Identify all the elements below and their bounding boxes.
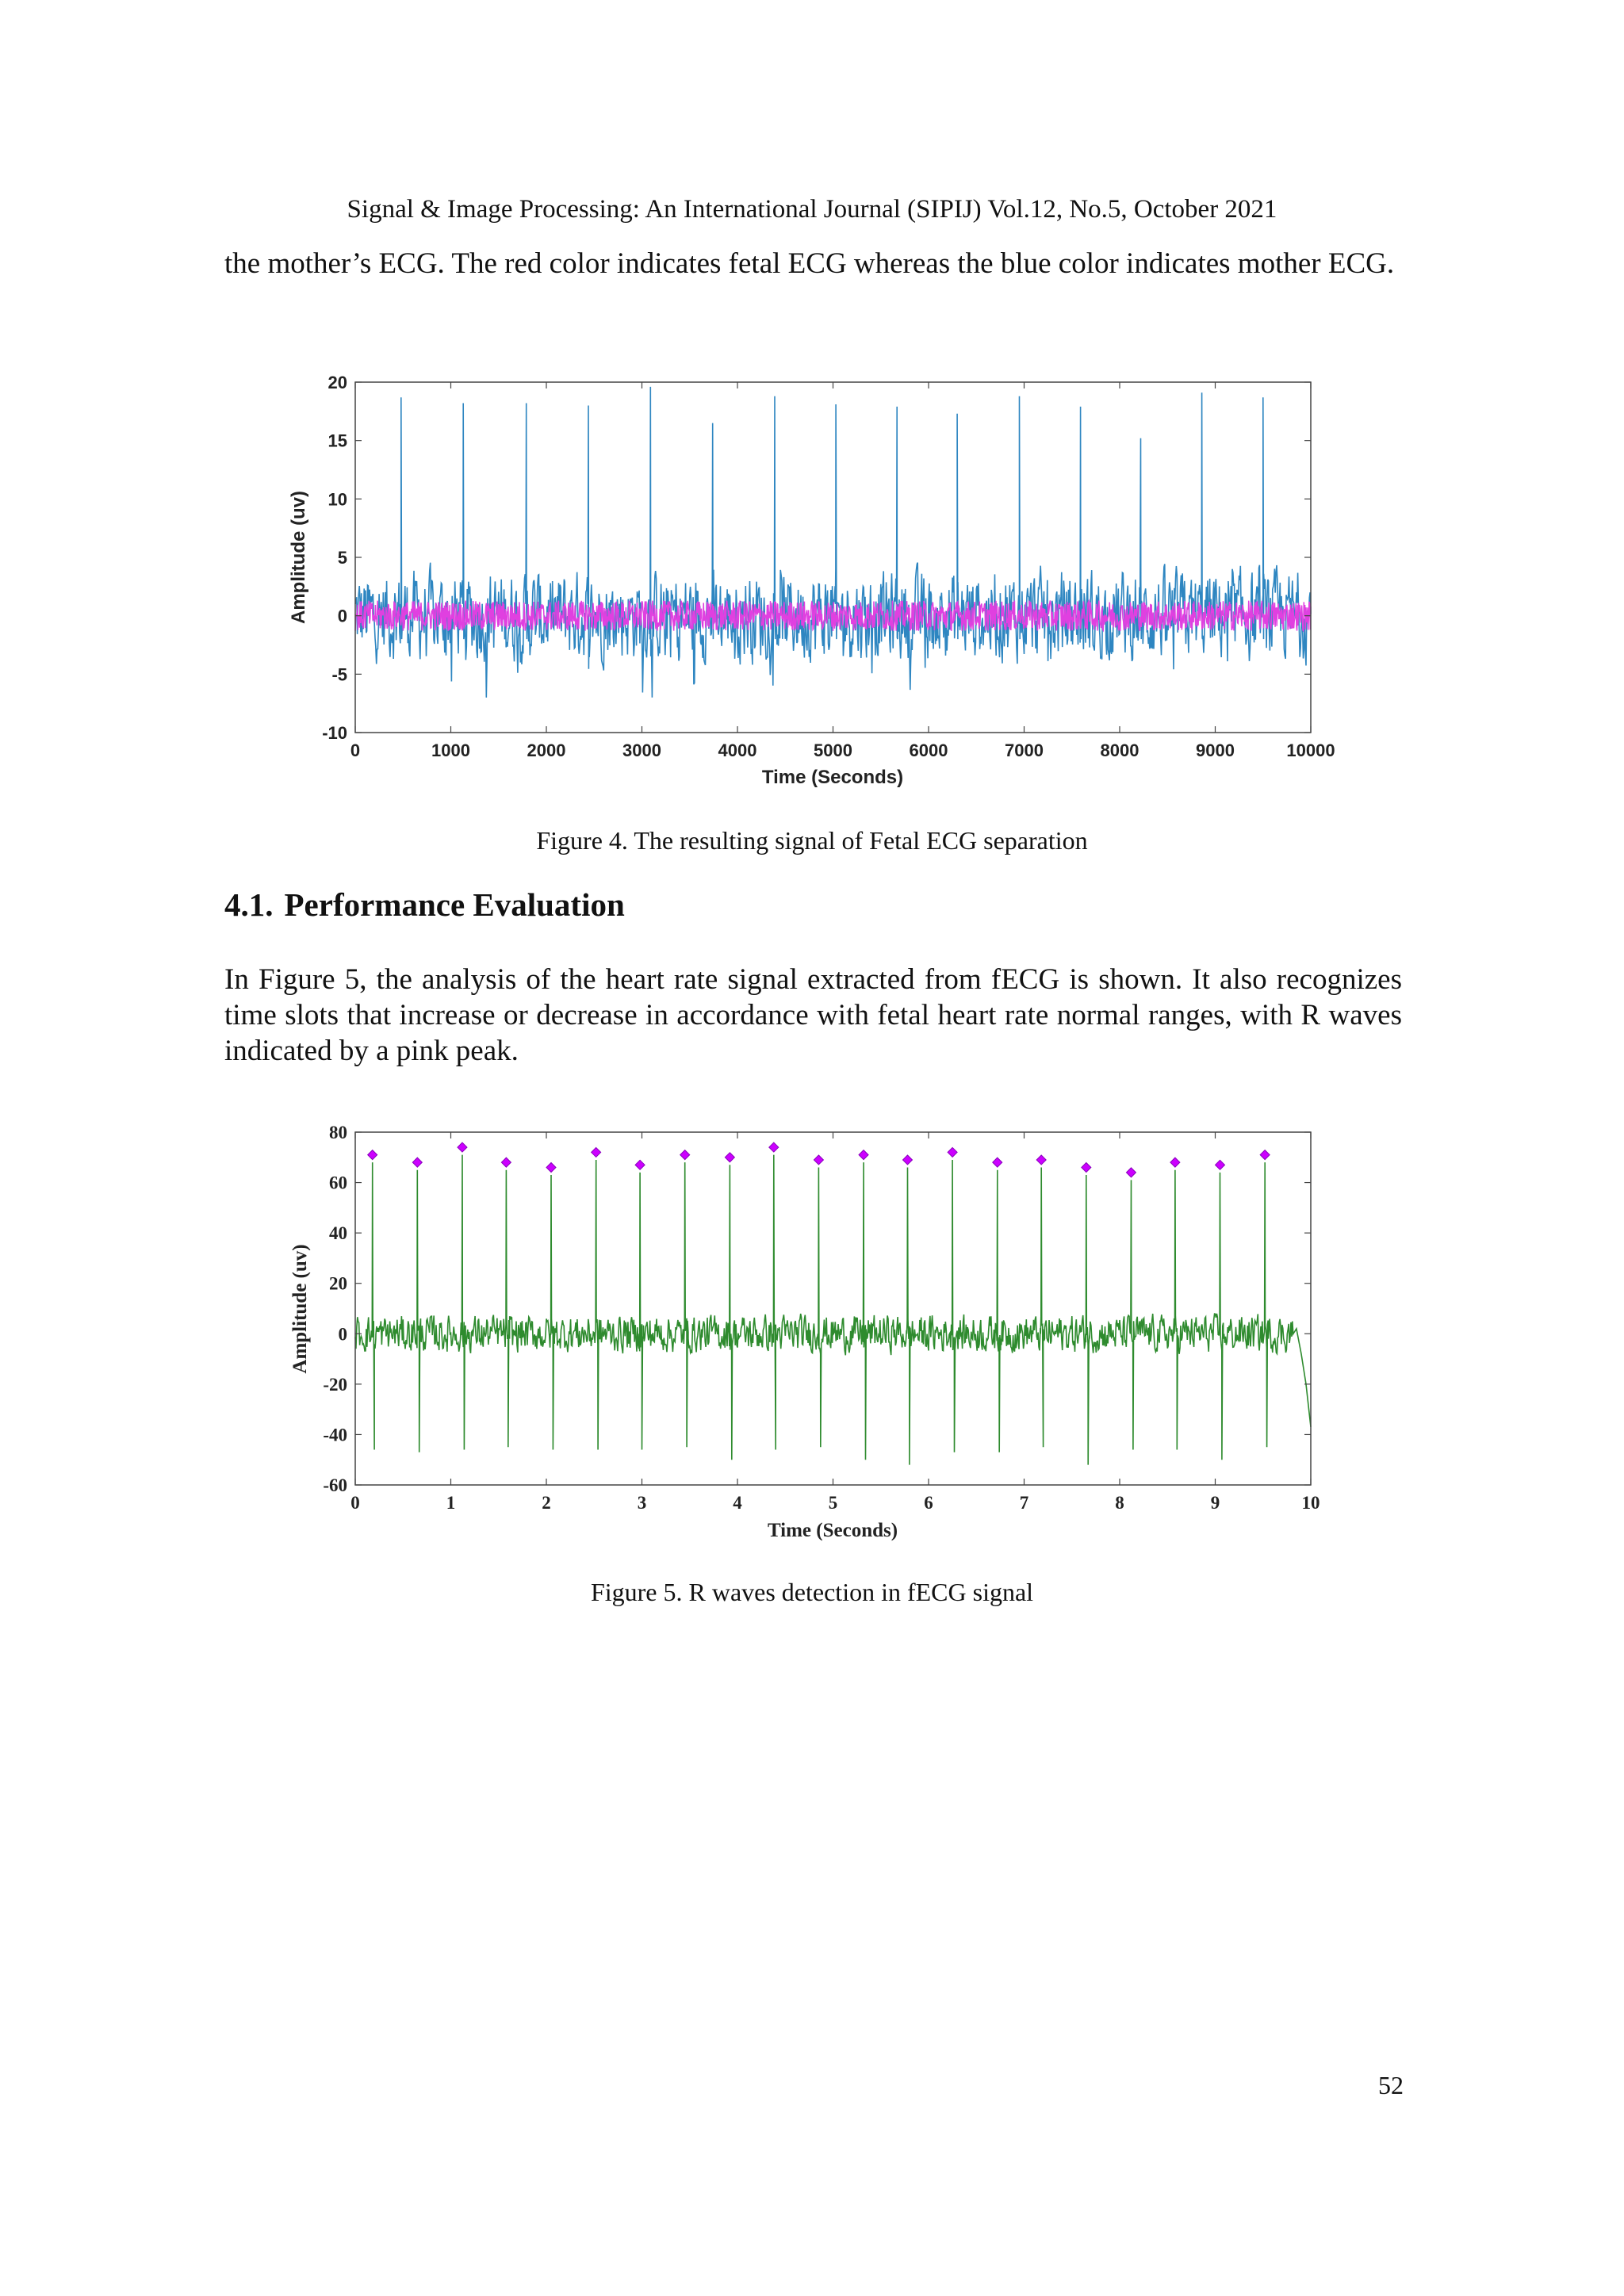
fig4-x-tick-label: 2000: [527, 740, 566, 760]
fig4-x-tick-label: 9000: [1196, 740, 1235, 760]
fig4-y-tick-label: -5: [331, 664, 347, 685]
fig5-r-peak-marker-16: [1082, 1163, 1091, 1173]
fig5-r-peak-marker-10: [814, 1155, 823, 1165]
fig5-x-tick-label: 5: [828, 1493, 838, 1513]
fig5-x-tick-label: 4: [733, 1493, 742, 1513]
fig4-x-tick-label: 6000: [909, 740, 948, 760]
fig5-r-peak-marker-1: [412, 1158, 422, 1167]
fig4-y-tick-label: 0: [337, 606, 347, 626]
intro-paragraph: the mother’s ECG. The red color indicates fetal ECG whereas the blue color indicates mother ECG.: [224, 247, 1395, 280]
fig5-r-peak-marker-11: [859, 1150, 868, 1160]
section-heading: [224, 886, 625, 924]
fig5-y-tick-label: 20: [329, 1273, 347, 1294]
fig5-r-peak-marker-0: [368, 1150, 377, 1160]
fig5-x-axis-label: Time (Seconds): [767, 1520, 898, 1541]
fig4-x-tick-label: 8000: [1100, 740, 1139, 760]
fig4-mother-ecg-line: [355, 387, 1311, 698]
fig4-x-tick-label: 5000: [814, 740, 852, 760]
fig4-y-tick-label: -10: [322, 723, 347, 743]
fig4-x-tick-label: 10000: [1286, 740, 1335, 760]
fig5-r-peak-marker-7: [680, 1150, 690, 1160]
fig5-r-peak-marker-8: [725, 1153, 734, 1162]
figure-4-caption: Figure 4. The resulting signal of Fetal ECG separation: [536, 826, 1088, 855]
fig4-x-tick-label: 3000: [622, 740, 661, 760]
fig5-y-axis-label: Amplitude (uv): [289, 1244, 311, 1374]
section-number: 4.1.: [224, 886, 274, 923]
fig5-y-tick-label: -20: [323, 1374, 347, 1395]
fig5-r-peak-marker-17: [1126, 1168, 1136, 1177]
fig5-y-tick-label: 80: [329, 1123, 347, 1142]
figure-5-caption: Figure 5. R waves detection in fECG signal: [590, 1578, 1034, 1606]
fig5-r-peak-marker-19: [1216, 1160, 1225, 1169]
fig5-x-tick-label: 10: [1301, 1493, 1320, 1513]
fig4-y-axis-label: Amplitude (uv): [288, 491, 309, 624]
fig4-x-tick-label: 4000: [718, 740, 757, 760]
fig5-frame: [355, 1132, 1311, 1485]
fig5-r-peak-marker-5: [592, 1147, 601, 1157]
fig5-plot-area: [355, 1142, 1311, 1465]
fig4-y-tick-label: 10: [327, 489, 347, 510]
fig5-y-tick-label: -60: [323, 1475, 347, 1495]
section-title: Performance Evaluation: [284, 886, 625, 923]
fig5-r-peak-marker-18: [1170, 1158, 1180, 1167]
fig5-y-tick-label: 60: [329, 1173, 347, 1193]
running-header: Signal & Image Processing: An International Journal (SIPIJ) Vol.12, No.5, October 2021: [347, 195, 1277, 224]
fig4-x-tick-label: 0: [350, 740, 361, 760]
fig5-x-tick-label: 0: [350, 1493, 360, 1513]
fig4-frame: [355, 382, 1311, 733]
fig5-y-tick-label: 0: [338, 1324, 347, 1345]
fig5-x-tick-label: 3: [637, 1493, 647, 1513]
fig4-y-tick-label: 20: [327, 373, 347, 392]
fig5-r-peak-marker-3: [501, 1158, 511, 1167]
body-paragraph: In Figure 5, the analysis of the heart rate signal extracted from fECG is shown. It also recognizes time slots that increase or decrease in accordance with fetal heart rate normal ranges, with R waves indicated by a pink peak.: [224, 963, 1402, 1067]
fig5-r-peak-marker-20: [1260, 1150, 1270, 1160]
fig4-x-axis-label: Time (Seconds): [761, 767, 904, 788]
figure-4-chart: [285, 365, 1348, 793]
fig5-fecg-line: [355, 1155, 1311, 1465]
page-number: 52: [1378, 2071, 1404, 2099]
fig5-r-peak-marker-14: [993, 1158, 1002, 1167]
fig4-y-tick-label: 5: [337, 548, 347, 568]
fig5-r-peak-marker-15: [1036, 1155, 1046, 1165]
fig5-x-tick-label: 8: [1115, 1493, 1124, 1513]
fig5-r-peak-marker-13: [948, 1147, 957, 1157]
fig4-x-tick-label: 7000: [1005, 740, 1044, 760]
fig5-r-peak-marker-6: [635, 1160, 645, 1169]
figure-5-chart: [285, 1116, 1348, 1544]
fig5-r-peak-marker-2: [458, 1142, 467, 1152]
fig5-x-tick-label: 9: [1210, 1493, 1220, 1513]
fig4-plot-area: [355, 387, 1311, 698]
fig5-r-peak-marker-12: [902, 1155, 912, 1165]
fig5-x-tick-label: 2: [542, 1493, 551, 1513]
fig5-y-tick-label: -40: [323, 1425, 347, 1445]
fig5-x-tick-label: 6: [924, 1493, 933, 1513]
fig5-r-peak-marker-9: [769, 1142, 779, 1152]
fig4-x-tick-label: 1000: [431, 740, 470, 760]
fig5-r-peak-marker-4: [546, 1163, 556, 1173]
fig5-y-tick-label: 40: [329, 1223, 347, 1244]
fig5-x-tick-label: 1: [446, 1493, 456, 1513]
fig4-y-tick-label: 15: [327, 430, 347, 451]
fig5-x-tick-label: 7: [1019, 1493, 1029, 1513]
